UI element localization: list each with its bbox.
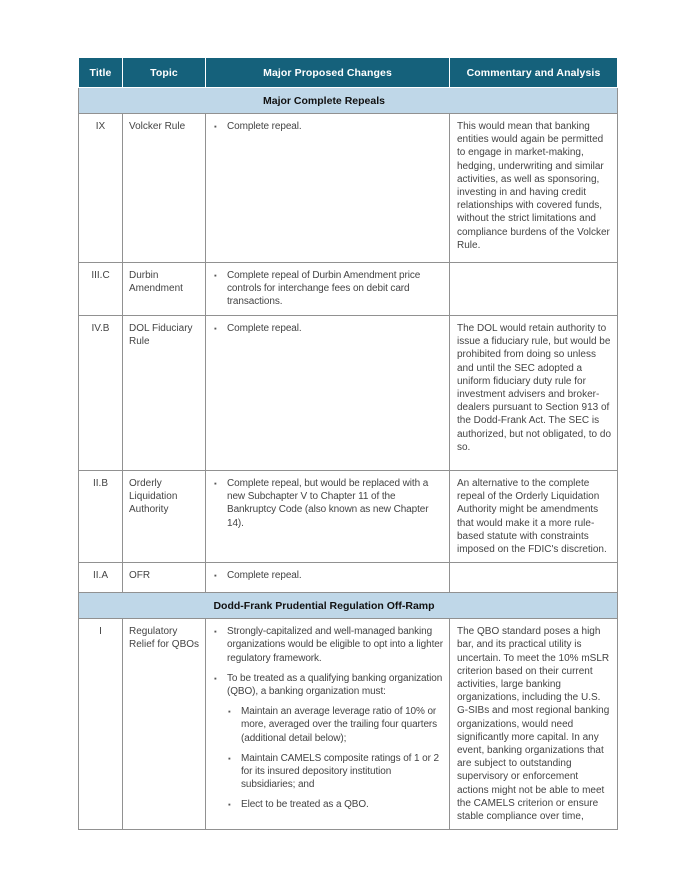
row-changes-cell bbox=[206, 471, 450, 563]
row-changes-cell bbox=[206, 316, 450, 471]
bullet-item bbox=[214, 625, 447, 665]
bullet-item bbox=[228, 752, 447, 792]
table-row bbox=[79, 316, 618, 471]
commentary-text: The QBO standard poses a high bar, and its practical utility is uncertain. To meet the 10% mSLR criterion based on their current activities, large banking organizations, including the U.S. G-SIBs and most regional banking organizations, would need significantly more capital. In any event, banking organizations that are subject to outstanding supervisory or enforcement actions might not be able to meet the CAMELS criterion or ensure stable compliance over time, bbox=[457, 626, 610, 823]
row-title-cell: I bbox=[79, 619, 123, 830]
row-topic-cell: Volcker Rule bbox=[123, 114, 206, 263]
square-bullet-icon: ▪ bbox=[214, 673, 217, 683]
table-row bbox=[79, 263, 618, 316]
row-title-cell: II.B bbox=[79, 471, 123, 563]
row-title-cell: III.C bbox=[79, 263, 123, 316]
bullet-item bbox=[228, 705, 447, 745]
column-header-changes: Major Proposed Changes bbox=[206, 58, 450, 88]
row-commentary-cell bbox=[450, 263, 618, 316]
row-changes-cell bbox=[206, 563, 450, 593]
row-changes-cell bbox=[206, 619, 450, 830]
commentary-text: This would mean that banking entities would again be permitted to engage in market-making, hedging, underwriting and similar activities, as well as sponsoring, investing in and having credit relationships with covered funds, without the strict limitations and compliance burdens of the Volcker Rule. bbox=[457, 121, 610, 251]
bullet-text: Complete repeal. bbox=[227, 121, 302, 132]
bullet-item bbox=[214, 322, 447, 335]
table-row bbox=[79, 114, 618, 263]
row-title-cell: II.A bbox=[79, 563, 123, 593]
table-row bbox=[79, 619, 618, 830]
section-band-title: Major Complete Repeals bbox=[79, 88, 618, 114]
square-bullet-icon: ▪ bbox=[214, 122, 217, 131]
regulation-table bbox=[78, 57, 618, 830]
row-changes-cell bbox=[206, 114, 450, 263]
table-header bbox=[79, 58, 618, 88]
square-bullet-icon: ▪ bbox=[214, 571, 217, 581]
row-commentary-cell bbox=[450, 114, 618, 263]
square-bullet-icon: ▪ bbox=[214, 479, 217, 488]
row-commentary-cell bbox=[450, 471, 618, 563]
column-header-title: Title bbox=[79, 58, 123, 88]
column-header-topic: Topic bbox=[123, 58, 206, 88]
bullet-item bbox=[214, 672, 447, 698]
square-bullet-icon: ▪ bbox=[228, 753, 231, 763]
header-row bbox=[79, 58, 618, 88]
commentary-text: An alternative to the complete repeal of the Orderly Liquidation Authority might be amendments that would make it a more rule-based statute with constraints imposed on the FDIC's discretion. bbox=[457, 478, 607, 556]
bullet-text: Strongly-capitalized and well-managed banking organizations would be eligible to opt into a lighter regulatory framework. bbox=[227, 626, 443, 664]
commentary-text: The DOL would retain authority to issue a fiduciary rule, but would be prohibited from doing so unless and until the SEC adopted a uniform fiduciary duty rule for investment advisers and broker-dealers pursuant to Section 913 of the Dodd-Frank Act. The SEC is authorized, but not obligated, to do so. bbox=[457, 323, 612, 453]
row-topic-cell: Durbin Amendment bbox=[123, 263, 206, 316]
section-band-title: Dodd-Frank Prudential Regulation Off-Ramp bbox=[79, 593, 618, 619]
row-commentary-cell bbox=[450, 316, 618, 471]
bullet-text: Elect to be treated as a QBO. bbox=[241, 799, 369, 811]
bullet-text: Complete repeal. bbox=[227, 323, 302, 334]
bullet-text: Complete repeal. bbox=[227, 570, 302, 582]
bullet-item bbox=[214, 477, 447, 530]
row-topic-cell: OFR bbox=[123, 563, 206, 593]
section-band-row bbox=[79, 593, 618, 619]
row-topic-cell: Orderly Liquidation Authority bbox=[123, 471, 206, 563]
table-body bbox=[79, 88, 618, 830]
bullet-item bbox=[214, 120, 447, 133]
section-band-row bbox=[79, 88, 618, 114]
column-header-commentary: Commentary and Analysis bbox=[450, 58, 618, 88]
square-bullet-icon: ▪ bbox=[214, 271, 217, 280]
row-topic-cell: DOL Fiduciary Rule bbox=[123, 316, 206, 471]
row-topic-cell: Regulatory Relief for QBOs bbox=[123, 619, 206, 830]
bullet-text: Complete repeal, but would be replaced with a new Subchapter V to Chapter 11 of the Bankruptcy Code (also known as new Chapter 14). bbox=[227, 478, 429, 529]
row-title-cell: IV.B bbox=[79, 316, 123, 471]
bullet-item bbox=[214, 269, 447, 309]
row-title-cell: IX bbox=[79, 114, 123, 263]
bullet-item bbox=[228, 798, 447, 811]
table-row bbox=[79, 563, 618, 593]
bullet-item bbox=[214, 569, 447, 582]
bullet-text: Maintain CAMELS composite ratings of 1 or 2 for its insured depository institution subsidiaries; and bbox=[241, 752, 440, 791]
row-changes-cell bbox=[206, 263, 450, 316]
row-commentary-cell bbox=[450, 619, 618, 830]
table-row bbox=[79, 471, 618, 563]
square-bullet-icon: ▪ bbox=[214, 324, 217, 333]
square-bullet-icon: ▪ bbox=[228, 800, 231, 810]
bullet-text: Complete repeal of Durbin Amendment price controls for interchange fees on debit card transactions. bbox=[227, 270, 421, 308]
bullet-text: Maintain an average leverage ratio of 10% or more, averaged over the trailing four quarters (additional detail below); bbox=[241, 706, 438, 744]
square-bullet-icon: ▪ bbox=[214, 627, 217, 637]
row-commentary-cell bbox=[450, 563, 618, 593]
bullet-text: To be treated as a qualifying banking organization (QBO), a banking organization must: bbox=[227, 672, 443, 698]
square-bullet-icon: ▪ bbox=[228, 707, 231, 717]
